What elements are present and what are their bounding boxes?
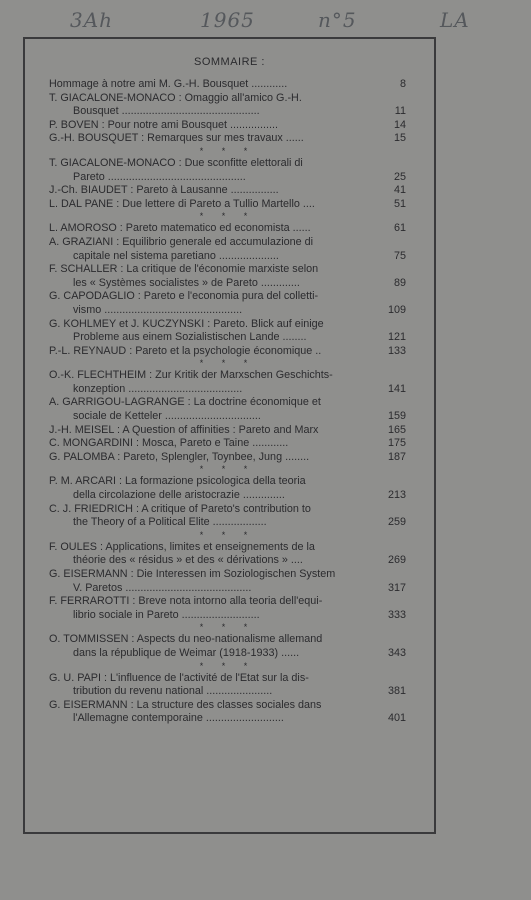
toc-entry (49, 119, 406, 133)
toc-entry-page: 25 (393, 170, 406, 183)
toc-entry (49, 222, 406, 236)
toc-entry-page: 41 (393, 184, 406, 197)
toc-entry-line: G. CAPODAGLIO : Pareto e l'economia pura del colletti- (49, 290, 319, 303)
toc-entry-title (49, 633, 384, 660)
toc-entry-page: 343 (387, 646, 406, 659)
toc-entry-page: 333 (387, 608, 406, 621)
toc-entry (49, 541, 406, 568)
toc-entry-line: T. GIACALONE-MONACO : Omaggio all'amico G.-H. (49, 91, 302, 104)
toc-entry-page: 259 (387, 516, 406, 529)
toc-entry (49, 78, 406, 92)
toc-entry-title (49, 222, 384, 236)
toc-entry-title (49, 78, 384, 92)
toc-entry-line: G. KOHLMEY et J. KUCZYNSKI : Pareto. Blick auf einige (49, 317, 324, 330)
toc-entry (49, 451, 406, 465)
toc-entry (49, 345, 406, 359)
toc-entry-page: 121 (387, 331, 406, 344)
toc-entry-line: F. FERRAROTTI : Breve nota intorno alla teoria dell'equi- (49, 595, 323, 608)
toc-entry-title (49, 184, 384, 198)
toc-entry-page: 401 (387, 712, 406, 725)
toc-entry-continuation: Probleme aus einem Sozialistischen Lande ........ (73, 331, 307, 344)
toc-entry-line: G. PALOMBA : Pareto, Splengler, Toynbee, Jung ........ (49, 450, 310, 463)
toc-entry (49, 396, 406, 423)
toc-entry-page: 89 (393, 276, 406, 289)
toc-entry-line: J.-Ch. BIAUDET : Pareto à Lausanne ................ (49, 184, 279, 197)
section-separator: * * * (199, 145, 256, 156)
toc-entry-line: G. EISERMANN : Die Interessen im Soziologischen System (49, 568, 336, 580)
toc-entry-page: 213 (387, 489, 406, 502)
toc-entry-page: 51 (393, 197, 406, 210)
toc-entry-page: 381 (387, 685, 406, 698)
toc-entry (49, 595, 406, 622)
toc-entry-line: F. OULES : Applications, limites et enseignements de la (49, 540, 315, 553)
toc-entry-line: P. M. ARCARI : La formazione psicologica della teoria (49, 475, 306, 488)
handwritten-note-left: 3Ah (70, 8, 114, 32)
toc-entry-page: 133 (387, 344, 406, 357)
toc-entry-title (49, 451, 384, 465)
toc-entry-title (49, 424, 384, 438)
toc-entry-continuation: konzeption ...................................... (73, 382, 243, 395)
toc-entry-title (49, 157, 384, 184)
toc-entry-line: T. GIACALONE-MONACO : Due sconfitte elettorali di (49, 156, 303, 169)
toc-entry (49, 424, 406, 438)
toc-entry-line: Hommage à notre ami M. G.-H. Bousquet ............ (49, 78, 288, 90)
toc-entry-page: 317 (387, 581, 406, 594)
toc-entry-title (49, 475, 384, 502)
section-separator: * * * (199, 622, 256, 633)
handwritten-note-number: n°5 (318, 8, 357, 32)
toc-entry-line: F. SCHALLER : La critique de l'économie marxiste selon (49, 263, 319, 276)
handwritten-note-right: LA (440, 8, 470, 32)
toc-entry-line: G.-H. BOUSQUET : Remarques sur mes travaux ...... (49, 132, 304, 145)
toc-entry-title (49, 541, 384, 568)
toc-entry (49, 503, 406, 530)
section-separator: * * * (199, 529, 256, 540)
toc-entry-title (49, 92, 384, 119)
toc-entry-page: 8 (399, 78, 406, 90)
toc-entry-continuation: Bousquet .............................................. (73, 105, 260, 118)
toc-entry-title (49, 396, 384, 423)
toc-entry-line: A. GARRIGOU-LAGRANGE : La doctrine économique et (49, 396, 321, 409)
toc-entry (49, 290, 406, 317)
toc-entry-title (49, 290, 384, 317)
toc-entry-continuation: dans la république de Weimar (1918-1933) ...... (73, 646, 300, 659)
toc-entry (49, 236, 406, 263)
toc-entry (49, 263, 406, 290)
toc-entry-line: O. TOMMISSEN : Aspects du neo-nationalisme allemand (49, 633, 323, 646)
toc-entry-title (49, 568, 384, 595)
toc-entry-continuation: Pareto .............................................. (73, 170, 246, 183)
toc-entry-page: 159 (387, 410, 406, 423)
toc-entry-title (49, 503, 384, 530)
toc-entry-continuation: della circolazione delle aristocrazie .............. (73, 489, 285, 502)
toc-entry (49, 132, 406, 146)
toc-entry-continuation: sociale de Ketteler ................................ (73, 410, 261, 423)
toc-entry-continuation: capitale nel sistema paretiano .................... (73, 249, 279, 262)
toc-entry (49, 437, 406, 451)
section-separator: * * * (199, 358, 256, 369)
toc-entry-title (49, 263, 384, 290)
toc-entry (49, 198, 406, 212)
toc-entry-line: G. U. PAPI : L'influence de l'activité de l'Etat sur la dis- (49, 671, 309, 684)
toc-entry (49, 184, 406, 198)
toc-entry-page: 11 (394, 105, 406, 118)
toc-entry-page: 165 (387, 423, 406, 436)
toc-entry-line: C. MONGARDINI : Mosca, Pareto e Taine ............ (49, 437, 289, 450)
section-separator: * * * (199, 211, 256, 222)
toc-entry-line: L. AMOROSO : Pareto matematico ed economista ...... (49, 222, 311, 235)
toc-entry-continuation: les « Systèmes socialistes » de Pareto ............. (73, 276, 300, 289)
toc-entry-page: 269 (387, 554, 406, 567)
toc-entry-line: C. J. FRIEDRICH : A critique of Pareto's contribution to (49, 502, 311, 515)
toc-entry-line: J.-H. MEISEL : A Question of affinities : Pareto and Marx (49, 423, 319, 436)
toc-entry (49, 157, 406, 184)
toc-entry-continuation: vismo .............................................. (73, 303, 243, 316)
toc-entry-line: A. GRAZIANI : Equilibrio generale ed accumulazione di (49, 235, 314, 248)
toc-entry-title (49, 369, 384, 396)
toc-entry-line: P.-L. REYNAUD : Pareto et la psychologie économique .. (49, 344, 322, 357)
toc-entry-title (49, 672, 384, 699)
toc-entry-page: 61 (393, 222, 406, 235)
toc-entry-continuation: librio sociale in Pareto .......................... (73, 608, 260, 621)
toc-entry-line: G. EISERMANN : La structure des classes sociales dans (49, 698, 322, 711)
toc-entry-continuation: l'Allemagne contemporaine .......................... (73, 712, 284, 725)
toc-entry-page: 15 (393, 132, 406, 145)
toc-entry-line: L. DAL PANE : Due lettere di Pareto a Tullio Martello .... (49, 197, 315, 210)
toc-entry (49, 633, 406, 660)
handwritten-note-year: 1965 (200, 8, 255, 32)
table-of-contents (49, 78, 406, 726)
toc-entry-title (49, 318, 384, 345)
toc-entry-title (49, 595, 384, 622)
section-separator: * * * (199, 660, 256, 671)
toc-entry-title (49, 437, 384, 451)
toc-entry-title (49, 132, 384, 146)
toc-entry (49, 92, 406, 119)
contents-page (23, 37, 436, 834)
toc-entry-page: 109 (387, 303, 406, 316)
toc-entry-title (49, 236, 384, 263)
toc-entry-continuation: V. Paretos .......................................... (73, 581, 252, 594)
toc-entry-page: 175 (387, 437, 406, 450)
toc-entry-page: 187 (387, 450, 406, 463)
toc-entry-line: O.-K. FLECHTHEIM : Zur Kritik der Marxschen Geschichts- (49, 369, 333, 382)
toc-entry (49, 318, 406, 345)
toc-entry (49, 369, 406, 396)
toc-entry-title (49, 699, 384, 726)
page-title: SOMMAIRE : (193, 56, 265, 68)
toc-entry-title (49, 119, 384, 133)
toc-entry-page: 14 (393, 118, 406, 131)
section-separator: * * * (199, 464, 256, 475)
toc-entry-continuation: théorie des « résidus » et des « dérivations » .... (73, 554, 303, 567)
toc-entry (49, 699, 406, 726)
toc-entry-page: 141 (387, 382, 406, 395)
toc-entry-continuation: tribution du revenu national ...................... (73, 685, 273, 698)
toc-entry-continuation: the Theory of a Political Elite .................. (73, 516, 267, 529)
toc-entry-line: P. BOVEN : Pour notre ami Bousquet ................ (49, 118, 279, 131)
toc-entry (49, 568, 406, 595)
toc-entry-title (49, 345, 384, 359)
toc-entry (49, 672, 406, 699)
toc-entry-page: 75 (393, 249, 406, 262)
toc-entry (49, 475, 406, 502)
toc-entry-title (49, 198, 384, 212)
